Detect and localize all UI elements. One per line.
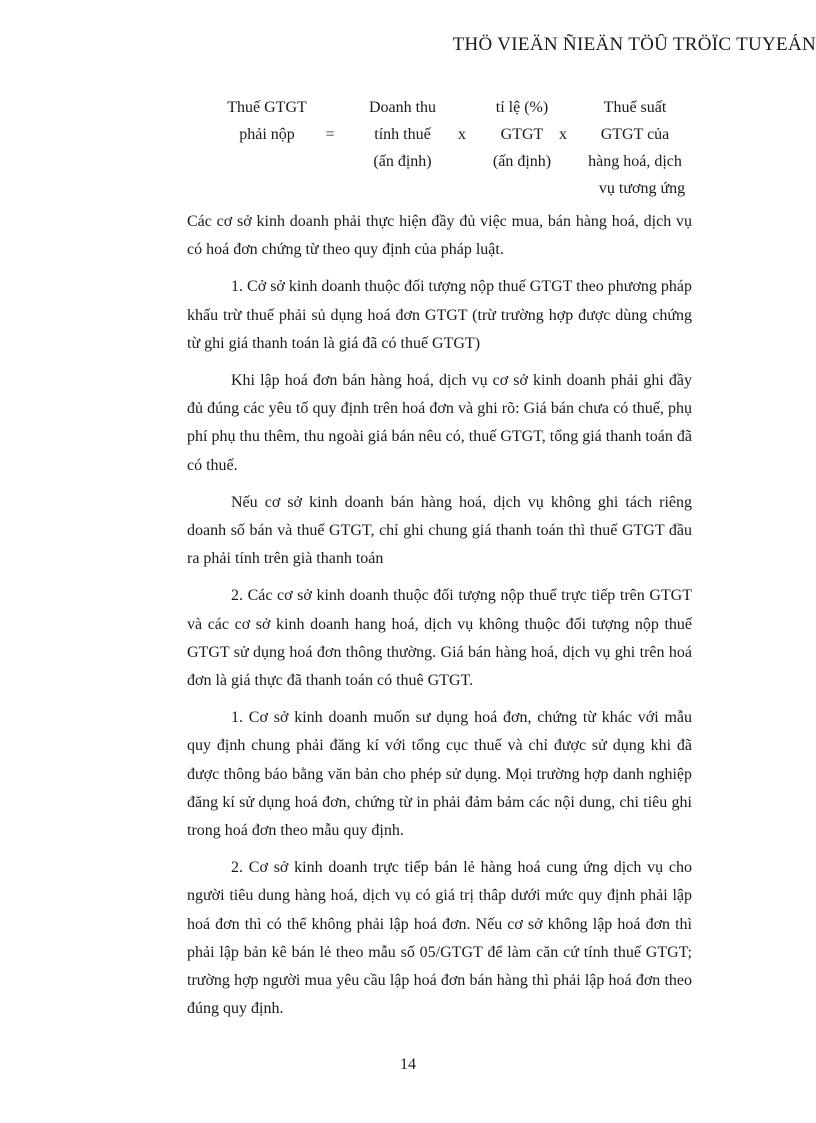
paragraph: 1. Cơ sở kinh doanh muốn sư dụng hoá đơn, chứng từ khác với mẫu quy định chung phải đăng kí với tổng cục thuế và chỉ được sử dụng khi đã được thông báo bằng văn bản cho phép sử dụng. Mọi trường hợp danh nghiệp đăng kí sử dụng hoá đơn, chứng từ in phải đảm bảm các nội dung, chi tiêu ghi trong hoá đơn theo mẫu quy định.: [187, 709, 692, 840]
paragraph: Khi lập hoá đơn bán hàng hoá, dịch vụ cơ sở kinh doanh phải ghi đầy đủ đúng các yêu tố quy định trên hoá đơn và ghi rõ: Giá bán chưa có thuế, phụ phí phụ thu thêm, thu ngoài giá bán nêu có, thuế GTGT, tổng giá thanh toán đã có thuế.: [187, 372, 692, 474]
formula-equals: =: [325, 126, 335, 143]
formula-text: hàng hoá, dịch: [588, 153, 682, 170]
formula-text: (ấn định): [373, 153, 432, 170]
vat-formula: [0, 94, 816, 204]
paragraph: Nếu cơ sở kinh doanh bán hàng hoá, dịch vụ không ghi tách riêng doanh số bán và thuế GTGT, chỉ ghi chung giá thanh toán thì thuế GTGT đầu ra phải tính trên già thanh toán: [187, 493, 692, 568]
formula-multiply: x: [458, 126, 466, 143]
body-text: [187, 208, 692, 1032]
formula-text: Thuế suất: [603, 99, 667, 116]
running-header: THÖ VIEÄN ÑIEÄN TÖÛ TRÖÏC TUYEÁN: [452, 34, 816, 55]
formula-text: (ấn định): [492, 153, 552, 170]
formula-text: tỉ lệ (%): [495, 99, 549, 116]
paragraph: 2. Các cơ sở kinh doanh thuộc đối tượng nộp thuế trực tiếp trên GTGT và các cơ sở kinh doanh hang hoá, dịch vụ không thuộc đối tượng nộp thuế GTGT sử dụng hoá đơn thông thường. Giá bán hàng hoá, dịch vụ ghi trên hoá đơn là giá thực đã thanh toán có thuê GTGT.: [187, 587, 692, 690]
formula-multiply: x: [559, 126, 567, 143]
paragraph: 2. Cơ sở kinh doanh trực tiếp bán lẻ hàng hoá cung ứng dịch vụ cho người tiêu dung hàng hoá, dịch vụ có giá trị thâp dưới mức quy định phải lập hoá đơn thì có thể không phải lập hoá đơn. Nếu cơ sở không lập hoá đơn thì phải lập bản kê bán lẻ theo mẫu số 05/GTGT để làm căn cứ tính thuế GTGT; trường hợp người mua yêu cầu lập hoá đơn bán hàng thì phải lập hoá đơn theo đúng quy định.: [187, 859, 692, 1018]
formula-text: vụ tương ứng: [598, 180, 686, 197]
formula-text: tính thuế: [374, 126, 431, 143]
formula-text: Doanh thu: [368, 99, 437, 116]
formula-text: phải nộp: [239, 126, 295, 143]
formula-term-taxable-revenue: [355, 94, 450, 175]
paragraph: 1. Cở sở kinh doanh thuộc đối tượng nộp thuế GTGT theo phương pháp khấu trừ thuế phải sủ dụng hoá đơn GTGT (trừ trường hợp được dùng chứng từ ghi giá thanh toán là giá đã có thuế GTGT): [187, 278, 692, 352]
formula-term-vat-tax-rate: [565, 94, 705, 202]
page-number: 14: [400, 1056, 416, 1073]
paragraph: Các cơ sở kinh doanh phải thực hiện đầy đủ việc mua, bán hàng hoá, dịch vụ có hoá đơn chứng từ theo quy định của pháp luật.: [187, 213, 692, 259]
formula-term-vat-payable: [222, 94, 312, 148]
formula-text: GTGT: [500, 126, 544, 143]
formula-text: GTGT của: [600, 126, 670, 143]
formula-text: Thuế GTGT: [227, 99, 307, 116]
